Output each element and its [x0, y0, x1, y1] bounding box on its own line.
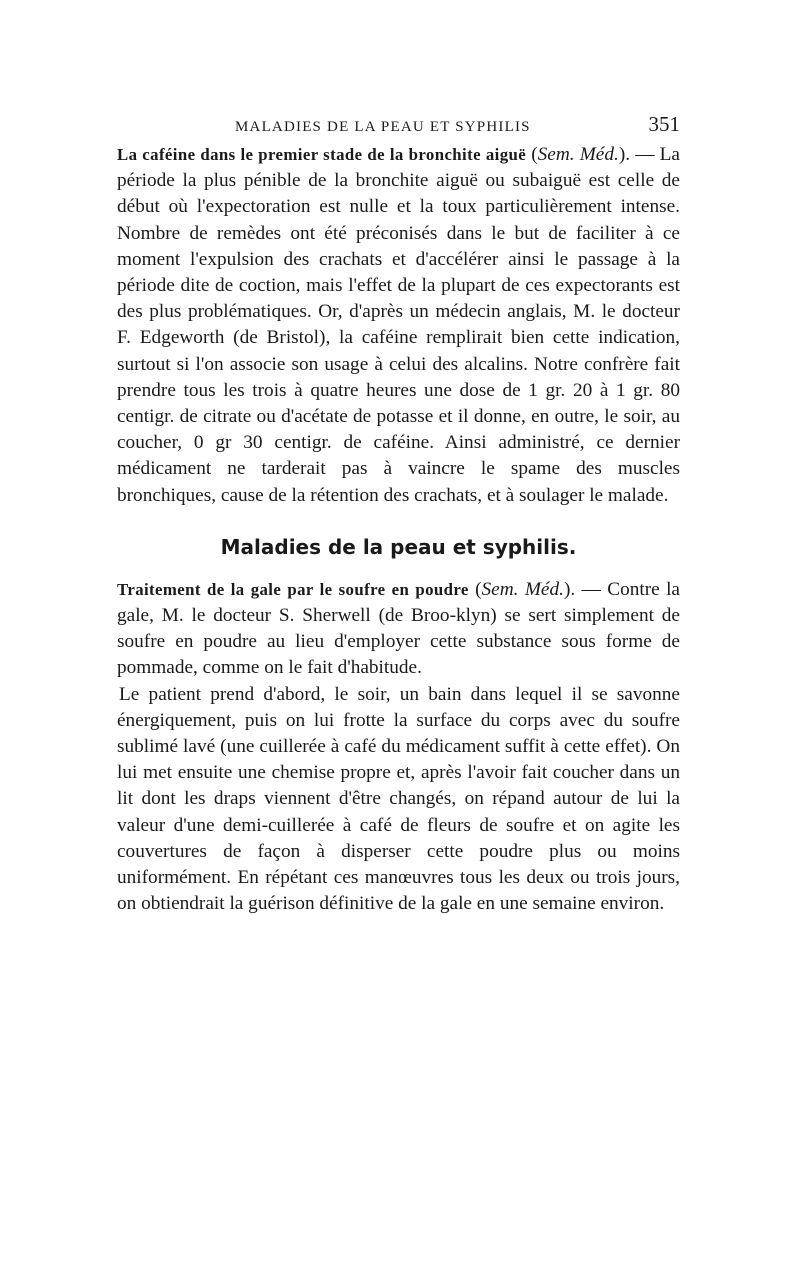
article-scabies: [117, 577, 680, 682]
article-caffeine-source-open: (: [531, 144, 538, 165]
article-caffeine-source-close: ).: [618, 144, 631, 165]
running-head: [117, 112, 680, 142]
article-caffeine-source: Sem. Méd.: [537, 144, 619, 165]
page-number: 351: [648, 112, 680, 136]
article-caffeine-body: — La période la plus pénible de la bronchite aiguë ou subaiguë est celle de début où l'expectoration est nulle et la toux particulièrement intense. Nombre de remèdes ont été préconisés dans le but de faciliter à ce moment l'expulsion des crachats et d'accélérer ainsi le passage à la période dite de coction, mais l'effet de la plupart de ces expectorants est des plus problématiques. Or, d'après un médecin anglais, M. le docteur F. Edgeworth (de Bristol), la caféine remplirait bien cette indication, surtout si l'on associe son usage à celui des alcalins. Notre confrère fait prendre tous les trois à quatre heures une dose de 1 gr. 20 à 1 gr. 80 centigr. de citrate ou d'acétate de potasse et il donne, en outre, le soir, au coucher, 0 gr 30 centigr. de caféine. Ainsi administré, ce dernier médicament ne tarderait pas à vaincre le spame des muscles bronchiques, cause de la rétention des crachats, et à soulager le malade.: [117, 144, 680, 506]
article-scabies-paragraph-2: Le patient prend d'abord, le soir, un bain dans lequel il se savonne énergiquement, puis on lui frotte la surface du corps avec du soufre sublimé lavé (une cuillerée à café du médicament suffit à cette effet). On lui met ensuite une chemise propre et, après l'avoir fait coucher dans un lit dont les draps viennent d'être changés, on répand autour de lui la valeur d'une demi-cuillerée à café de fleurs de soufre et on agite les couvertures de façon à disperser cette poudre plus ou moins uniformément. En répétant ces manœuvres tous les deux ou trois jours, on obtiendrait la guérison définitive de la gale en une semaine environ.: [117, 683, 680, 915]
article-scabies-body: — Contre la gale, M. le docteur S. Sherwell (de Broo-klyn) se sert simplement de soufre en poudre au lieu d'employer cette substance sous forme de pommade, comme on le fait d'habitude.: [117, 578, 680, 679]
article-scabies-lead: Traitement de la gale par le soufre en poudre: [117, 579, 469, 599]
article-scabies-source: Sem. Méd.: [481, 578, 564, 600]
article-caffeine: [117, 142, 680, 509]
article-scabies-source-close: ).: [563, 578, 576, 600]
page: [117, 112, 680, 917]
running-title: MALADIES DE LA PEAU ET SYPHILIS: [235, 119, 531, 135]
article-caffeine-lead: La caféine dans le premier stade de la bronchite aiguë: [117, 145, 527, 164]
article-scabies-source-open: (: [468, 578, 482, 600]
section-title: Maladies de la peau et syphilis.: [220, 534, 577, 559]
